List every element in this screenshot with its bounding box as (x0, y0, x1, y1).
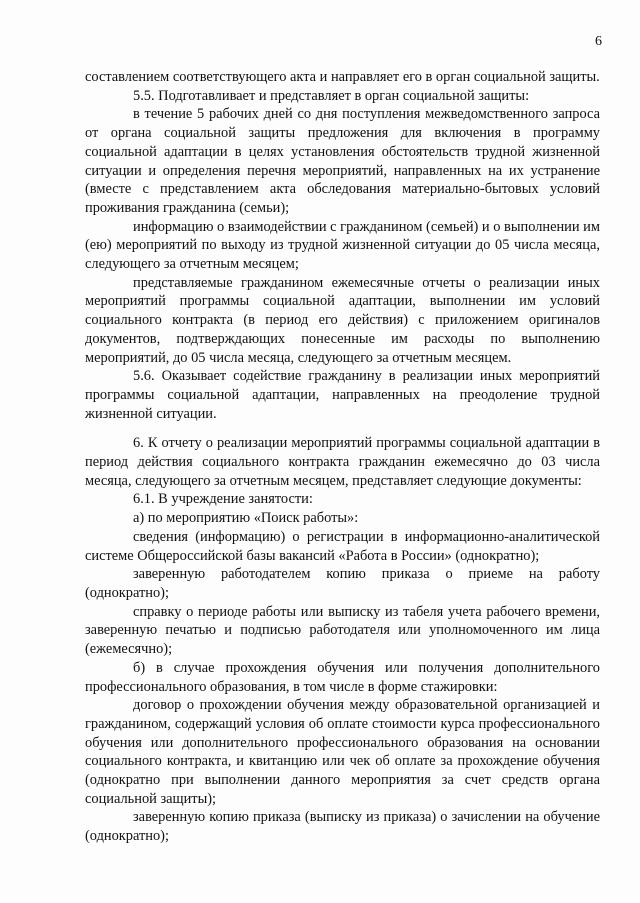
paragraph: заверенную копию приказа (выписку из приказа) о зачислении на обучение (однократно); (85, 809, 600, 845)
paragraph: представляемые гражданином ежемесячные отчеты о реализации иных мероприятий программы социальной адаптации, выполнении им условий социального контракта (в период его действия) с приложением оригиналов документов, подтверждающих понесенные им расходы по выполнению мероприятий, до 05 числа месяца, следующего за отчетным месяцем. (85, 274, 600, 366)
paragraph: б) в случае прохождения обучения или получения дополнительного профессионального образования, в том числе в форме стажировки: (85, 659, 600, 695)
paragraph: 5.5. Подготавливает и представляет в орган социальной защиты: (133, 87, 530, 104)
paragraph: в течение 5 рабочих дней со дня поступления межведомственного запроса от органа социальной защиты предложения для включения в программу социальной адаптации в целях установления обстоятельств трудной жизненной ситуации и определения перечня мероприятий, направленных на их устранение (вместе с представлением акта обследования материально-бытовых условий проживания гражданина (семьи); (85, 106, 600, 216)
page-number: 6 (595, 34, 602, 49)
paragraph: информацию о взаимодействии с гражданином (семьей) и о выполнении им (ею) мероприятий по выходу из трудной жизненной ситуации до 05 числа месяца, следующего за отчетным месяцем; (85, 218, 600, 273)
paragraph: договор о прохождении обучения между образовательной организацией и гражданином, содержащий условия об оплате стоимости курса профессионального обучения или дополнительного профессионального образования на основании социального контракта, и квитанцию или чек об оплате за прохождение обучения (однократно при выполнении данного мероприятия за счет средств органа социальной защиты); (85, 697, 600, 807)
paragraph: а) по мероприятию «Поиск работы»: (133, 510, 359, 527)
paragraph: заверенную работодателем копию приказа о приеме на работу (однократно); (85, 566, 600, 601)
paragraph: составлением соответствующего акта и направляет его в орган социальной защиты. (85, 69, 600, 85)
paragraph: 5.6. Оказывает содействие гражданину в реализации иных мероприятий программы социальной адаптации, направленных на преодоление трудной жизненной ситуации. (85, 368, 600, 422)
paragraph: справку о периоде работы или выписку из табеля учета рабочего времени, заверенную печатью и подписью работодателя или уполномоченного им лица (ежемесячно); (85, 603, 600, 658)
paragraph: сведения (информацию) о регистрации в информационно-аналитической системе Общероссийской базы вакансий «Работа в России» (однократно); (85, 528, 600, 564)
document-body (85, 68, 600, 846)
paragraph: 6. К отчету о реализации мероприятий программы социальной адаптации в период действия социального контракта гражданин ежемесячно до 03 числа месяца, следующего за отчетным месяцем, представляет следующие документы: (85, 435, 600, 489)
paragraph: 6.1. В учреждение занятости: (133, 491, 313, 508)
